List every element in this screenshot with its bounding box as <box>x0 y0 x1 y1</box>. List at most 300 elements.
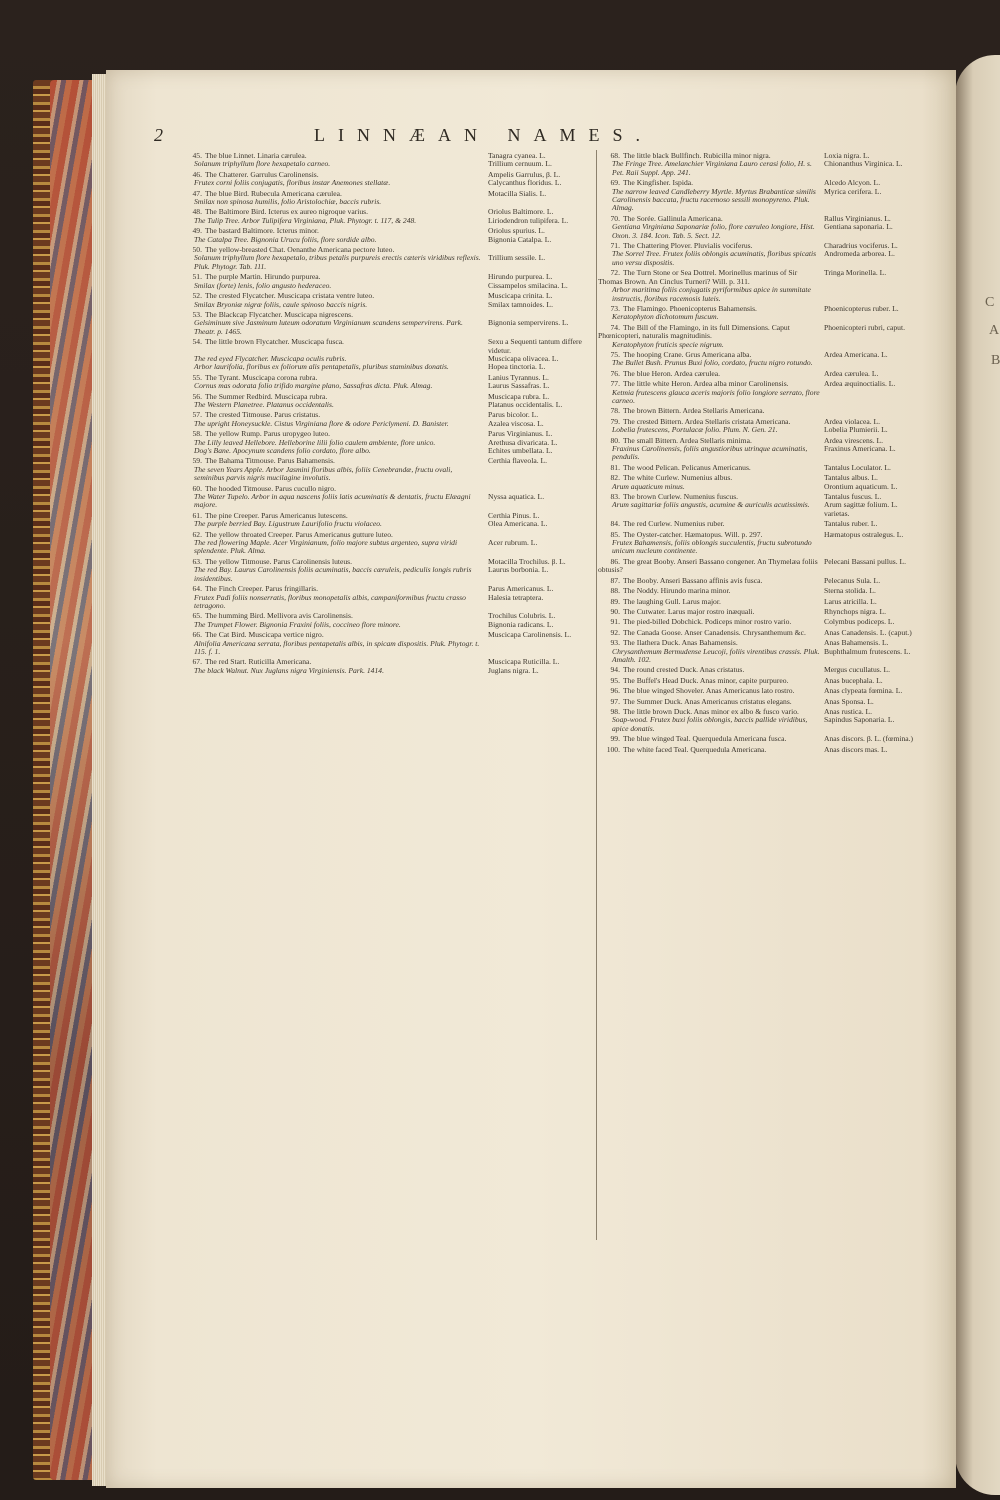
entry-sub-line <box>180 236 592 244</box>
linnaean-name: Acer rubrum. L. <box>488 538 538 548</box>
entry-main-line <box>598 735 920 743</box>
entry-number: 62. <box>192 529 202 539</box>
common-name-text: Alnifolia Americana serrata, floribus pentapetalis albis, in spicam dispositis. Pluk. Phytogr. t. 115. f. 1. <box>194 638 480 656</box>
linnaean-name: Colymbus podiceps. L. <box>824 617 895 627</box>
common-name-text: Smilax Bryoniæ nigræ foliis, caule spinoso baccis nigris. <box>194 299 368 309</box>
entry-number: 91. <box>610 617 620 627</box>
index-entry <box>598 666 920 674</box>
entry-sub-line <box>598 501 920 518</box>
common-name-text: The blue winged Shoveler. Anas Americanus lato rostro. <box>623 686 795 696</box>
linnaean-name: Parus Americanus. L. <box>488 584 554 594</box>
common-name-text: The little white Heron. Ardea alba minor Carolinensis. <box>623 379 789 389</box>
facing-page-edge <box>955 55 1000 1495</box>
entry-sub-line <box>598 250 920 267</box>
entry-number: 88. <box>610 586 620 596</box>
index-entry <box>180 338 592 372</box>
entry-main-line <box>598 464 920 472</box>
common-name-text: Gelsiminum sive Jasminum luteum odoratum Virginianum scandens sempervirens. Park. Theatr. p. 1465. <box>194 318 463 336</box>
common-name-text: The black Walnut. Nux Juglans nigra Virginiensis. Park. 1414. <box>194 665 384 675</box>
linnaean-name: Ardea violacea. L. <box>824 416 881 426</box>
entry-sub-line <box>598 359 920 367</box>
entry-number: 46. <box>192 169 202 179</box>
linnaean-name: Hirundo purpurea. L. <box>488 272 553 282</box>
entry-number: 53. <box>192 309 202 319</box>
index-entry <box>180 246 592 271</box>
common-name-text: Chrysanthemum Bermudense Leucoji, foliis virentibus crassis. Pluk. Amalth. 102. <box>612 646 820 664</box>
index-entry <box>598 618 920 626</box>
linnaean-name: Parus Virginianus. L. <box>488 429 553 439</box>
index-entry <box>598 464 920 472</box>
common-name-text: The Flamingo. Phoenicopterus Bahamensis. <box>623 303 757 313</box>
entry-number: 87. <box>610 575 620 585</box>
entry-number: 51. <box>192 272 202 282</box>
common-name-text: The purple Martin. Hirundo purpurea. <box>205 272 321 282</box>
linnaean-name: Azalea viscosa. L. <box>488 418 544 428</box>
entry-sub-line <box>598 286 920 303</box>
index-entry <box>598 608 920 616</box>
entry-sub-line <box>598 716 920 733</box>
linnaean-name: Muscicapa crinita. L. <box>488 291 553 301</box>
common-name-text: The humming Bird. Mellivora avis Carolinensis. <box>205 611 353 621</box>
linnaean-name: Bignonia Catalpa. L. <box>488 234 552 244</box>
entry-number: 63. <box>192 556 202 566</box>
index-entry <box>180 631 592 656</box>
linnaean-name: Anas Canadensis. L. (caput.) <box>824 627 912 637</box>
entry-sub-line <box>180 640 592 657</box>
common-name-text: Arum sagittariæ foliis angustis, acumine & auriculis acutissimis. <box>612 500 810 510</box>
common-name-text: The Western Planetree. Platanus occidentalis. <box>194 399 334 409</box>
common-name-text: The hooping Crane. Grus Americana alba. <box>623 349 752 359</box>
linnaean-name: Oriolus spurius. L. <box>488 226 545 236</box>
common-name-text: The red Curlew. Numenius ruber. <box>623 519 725 529</box>
index-entry <box>180 485 592 510</box>
entry-main-line <box>598 520 920 528</box>
page-title: LINNÆAN NAMES. <box>314 125 653 145</box>
entry-number: 49. <box>192 226 202 236</box>
common-name-text: Smilax non spinosa humilis, folio Aristolochiæ, baccis rubris. <box>194 197 382 207</box>
linnaean-name: Muscicapa Ruticilla. L. <box>488 657 560 667</box>
entry-number: 83. <box>610 492 620 502</box>
entry-number: 95. <box>610 675 620 685</box>
index-entry <box>598 380 920 405</box>
linnaean-name: Anas discors mas. L. <box>824 744 888 754</box>
linnaean-name: Anas rustica. L. <box>824 706 873 716</box>
index-entry <box>180 171 592 188</box>
linnaean-name: Andromeda arborea. L. <box>824 249 895 259</box>
entry-number: 65. <box>192 611 202 621</box>
page-header <box>154 125 834 149</box>
entry-sub-line <box>598 341 920 349</box>
common-name-text: Smilax (forte) lenis, folio angusto hederaceo. <box>194 280 332 290</box>
linnaean-name: Cissampelos smilacina. L. <box>488 280 568 290</box>
entry-number: 59. <box>192 456 202 466</box>
index-entry <box>180 208 592 225</box>
index-entry <box>598 735 920 743</box>
common-name-text: The red Start. Ruticilla Americana. <box>205 657 312 667</box>
linnaean-name: Gentiana saponaria. L. <box>824 222 893 232</box>
linnaean-name <box>820 389 920 406</box>
common-name-text: The Oyster-catcher. Hæmatopus. Will. p. 297. <box>623 529 763 539</box>
common-name-text: The yellow Titmouse. Parus Carolinensis luteus. <box>205 556 353 566</box>
entry-sub-line <box>180 447 592 455</box>
common-name-text: The Tyrant. Muscicapa corona rubra. <box>205 372 318 382</box>
common-name-text: The red eyed Flycatcher. Muscicapa oculis rubris. <box>194 353 347 363</box>
entry-number: 45. <box>192 151 202 160</box>
linnaean-name: Ardea cærulea. L. <box>824 368 879 378</box>
entry-sub-line <box>180 621 592 629</box>
entry-sub-line <box>180 363 592 371</box>
index-entry <box>598 746 920 754</box>
common-name-text: Frutex Padi foliis nonserratis, floribus monopetalis albis, campaniformibus fructu crasso tetragono. <box>194 592 466 610</box>
entry-number: 84. <box>610 519 620 529</box>
common-name-text: Gentiana Virginiana Saponariæ folio, flore cæruleo longiore, Hist. Oxon. 3. 184. Icon. Tab. 5. Sect. 12. <box>612 222 815 240</box>
linnaean-name: Platanus occidentalis. L. <box>488 399 563 409</box>
linnaean-name: Bignonia radicans. L. <box>488 619 554 629</box>
common-name-text: The pied-billed Dobchick. Podiceps minor rostro vario. <box>623 617 792 627</box>
common-name-text: Arbor laurifolia, floribus ex foliorum alis pentapetalis, pluribus staminibus donatis. <box>194 362 449 372</box>
index-entry <box>598 242 920 267</box>
facing-page-letter: C <box>985 295 995 310</box>
entry-number: 70. <box>610 213 620 223</box>
entry-number: 89. <box>610 596 620 606</box>
index-entry <box>598 493 920 518</box>
entry-sub-line <box>180 401 592 409</box>
entry-sub-line <box>598 389 920 406</box>
common-name-text: The wood Pelican. Pelicanus Americanus. <box>623 462 751 472</box>
entry-number: 52. <box>192 291 202 301</box>
linnaean-name: Bignonia sempervirens. L. <box>488 318 569 328</box>
linnaean-name: Arethusa divaricata. L. <box>488 437 558 447</box>
index-entry <box>598 324 920 349</box>
linnaean-name: Rallus Virginianus. L. <box>824 213 891 223</box>
facing-page-letter: A <box>989 323 1000 338</box>
entry-number: 50. <box>192 245 202 255</box>
common-name-text: The Bill of the Flamingo, in its full Dimensions. Caput Phœnicopteri, naturalis magnitudinis. <box>598 322 790 341</box>
common-name-text: Soap-wood. Frutex buxi foliis oblongis, baccis pallide viridibus, apice donatis. <box>612 715 808 733</box>
entry-main-line <box>598 677 920 685</box>
linnaean-name: Anas Sponsa. L. <box>824 696 874 706</box>
entry-main-line <box>598 698 920 706</box>
linnaean-name: Nyssa aquatica. L. <box>488 492 545 502</box>
entry-sub-line <box>598 313 920 321</box>
entry-sub-line <box>180 493 592 510</box>
entry-number: 55. <box>192 372 202 382</box>
entry-main-line <box>598 608 920 616</box>
common-name-text: Arum aquaticum minus. <box>612 481 685 491</box>
entry-number: 85. <box>610 529 620 539</box>
entry-number: 58. <box>192 429 202 439</box>
linnaean-name: Anas Bahamensis. L. <box>824 638 889 648</box>
common-name-text: The Lilly leaved Hellebore. Helleborine lilii folio caulem ambiente, flore unico. <box>194 437 436 447</box>
common-name-text: The Chattering Plover. Pluvialis vociferus. <box>623 241 753 251</box>
entry-sub-line <box>180 179 592 187</box>
index-entry <box>598 152 920 177</box>
linnaean-name: Hopea tinctoria. L. <box>488 362 546 372</box>
common-name-text: The little brown Flycatcher. Muscicapa fusca. <box>205 337 344 347</box>
entry-number: 74. <box>610 322 620 332</box>
entry-sub-line <box>598 223 920 240</box>
common-name-text: The Fringe Tree. Amelanchier Virginiana Lauro cerasi folio, H. s. Pet. Raii Suppl. App. 241. <box>612 159 812 177</box>
index-entry <box>180 374 592 391</box>
index-entry <box>598 639 920 664</box>
common-name-text: The yellow throated Creeper. Parus Americanus gutture luteo. <box>205 529 393 539</box>
entry-sub-line <box>598 445 920 462</box>
common-name-text: The blue Linnet. Linaria cærulea. <box>205 151 307 160</box>
index-entry <box>180 311 592 336</box>
linnaean-name: Tantalus Loculator. L. <box>824 462 891 472</box>
index-entry <box>598 179 920 213</box>
entry-sub-line <box>598 160 920 177</box>
index-entry <box>180 512 592 529</box>
index-entry <box>598 598 920 606</box>
linnaean-name: Pelecani Bassani pullus. L. <box>824 556 907 566</box>
entry-sub-line <box>180 254 592 271</box>
linnaean-name: Anas clypeata fœmina. L. <box>824 686 903 696</box>
linnaean-name: Ampelis Garrulus, β. L. <box>488 169 561 179</box>
entry-number: 64. <box>192 584 202 594</box>
common-name-text: Arbor maritima foliis conjugatis pyriformibus apice in summitate instructis, floribus racemosis luteis. <box>612 285 811 303</box>
index-entry <box>598 677 920 685</box>
linnaean-name: Certhia flaveola. L. <box>488 456 548 466</box>
index-entry <box>598 474 920 491</box>
index-entry <box>598 407 920 415</box>
linnaean-name: Ardea virescens. L. <box>824 435 884 445</box>
common-name-text: The small Bittern. Ardea Stellaris minima. <box>623 435 752 445</box>
common-name-text: The Sorée. Gallinula Americana. <box>623 213 723 223</box>
common-name-text: The Blackcap Flycatcher. Muscicapa nigrescens. <box>205 309 354 319</box>
linnaean-name: Sterna stolida. L. <box>824 586 876 596</box>
common-name-text: The Finch Creeper. Parus fringillaris. <box>205 584 319 594</box>
index-entry <box>180 430 592 455</box>
entry-number: 60. <box>192 483 202 493</box>
linnaean-name: Smilax tamnoides. L. <box>488 299 553 309</box>
common-name-text: The narrow leaved Candleberry Myrtle. Myrtus Brabanticæ similis Carolinensis baccata, fructu racemoso sessili monopyreno. Pluk. Almag. <box>612 186 816 213</box>
common-name-text: The crested Titmouse. Parus cristatus. <box>205 410 321 420</box>
index-entry <box>598 577 920 585</box>
entry-sub-line <box>180 667 592 675</box>
entry-number: 99. <box>610 734 620 744</box>
common-name-text: The blue winged Teal. Querquedula Americana fusca. <box>623 734 787 744</box>
entry-main-line <box>598 629 920 637</box>
common-name-text: The seven Years Apple. Arbor Jasmini floribus albis, foliis Cenebrandæ, fructu ovali, seminibus parvis nigris mucilagine involutis. <box>194 464 453 483</box>
entry-number: 100. <box>606 744 620 754</box>
common-name-text: The Sorrel Tree. Frutex foliis oblongis acuminatis, floribus spicatis uno versu dispositis. <box>612 249 817 267</box>
linnaean-name <box>484 466 592 483</box>
linnaean-name: Tanagra cyanea. L. <box>488 151 546 160</box>
entry-main-line <box>598 746 920 754</box>
linnaean-name: Pelecanus Sula. L. <box>824 575 881 585</box>
index-entry <box>180 227 592 244</box>
column-divider <box>596 150 597 1240</box>
entry-number: 56. <box>192 391 202 401</box>
common-name-text: The red Bay. Laurus Carolinensis foliis acuminatis, baccis cæruleis, pediculis longis rubris insidentibus. <box>194 565 472 583</box>
common-name-text: The Chatterer. Garrulus Carolinensis. <box>205 169 319 179</box>
common-name-text: The Booby. Anseri Bassano affinis avis fusca. <box>623 575 763 585</box>
linnaean-name: Arum sagittæ folium. L. varietas. <box>824 500 898 518</box>
entry-main-line <box>598 666 920 674</box>
linnaean-name: Certhia Pinus. L. <box>488 510 540 520</box>
entry-sub-line <box>180 382 592 390</box>
linnaean-name: Lanius Tyrannus. L. <box>488 372 549 382</box>
index-entry <box>598 687 920 695</box>
index-entry <box>598 269 920 303</box>
linnaean-name <box>820 313 920 321</box>
common-name-text: Frutex corni foliis conjugatis, floribus instar Anemones stellatæ. <box>194 178 391 188</box>
entry-number: 78. <box>610 406 620 416</box>
common-name-text: The round crested Duck. Anas cristatus. <box>623 665 745 675</box>
index-entry <box>180 531 592 556</box>
index-entry <box>180 612 592 629</box>
common-name-text: The brown Bittern. Ardea Stellaris Americana. <box>623 406 765 416</box>
entry-number: 72. <box>610 268 620 278</box>
linnaean-name: Myrica cerifera. L. <box>824 186 882 196</box>
common-name-text: The crested Flycatcher. Muscicapa cristata ventre luteo. <box>205 291 375 301</box>
entry-sub-line <box>180 566 592 583</box>
common-name-text: Keratophyton fruticis specie nigrum. <box>612 339 724 349</box>
linnaean-name: Muscicapa rubra. L. <box>488 391 550 401</box>
common-name-text: The Cutwater. Larus major rostro inæquali. <box>623 606 755 616</box>
linnaean-name: Ardea æquinoctialis. L. <box>824 379 896 389</box>
linnaean-name: Chionanthus Virginica. L. <box>824 159 903 169</box>
index-entry <box>598 698 920 706</box>
common-name-text: The Cat Bird. Muscicapa vertice nigro. <box>205 630 324 640</box>
entry-sub-line <box>598 539 920 556</box>
common-name-text: The Tulip Tree. Arbor Tulipifera Virginiana, Pluk. Phytogr. t. 117, & 248. <box>194 215 417 225</box>
entry-main-line <box>598 577 920 585</box>
index-entry <box>598 370 920 378</box>
common-name-text: Solanum triphyllum flore hexapetalo, tribus petalis purpureis erectis cæteris viridibus reflexis. Pluk. Phytogr. Tab. 111. <box>194 253 481 271</box>
common-name-text: The great Booby. Anseri Bassano congener. An Thymelæa foliis obtusis? <box>598 556 818 575</box>
index-entry <box>180 411 592 428</box>
index-entry <box>598 437 920 462</box>
linnaean-name: Anas bucephala. L. <box>824 675 883 685</box>
index-entry <box>180 190 592 207</box>
entry-number: 90. <box>610 606 620 616</box>
entry-number: 93. <box>610 638 620 648</box>
linnaean-name: Laurus Sassafras. L. <box>488 381 550 391</box>
common-name-text: The blue Heron. Ardea cærulea. <box>623 368 720 378</box>
linnaean-name: Laurus borbonia. L. <box>488 565 549 575</box>
index-entry <box>180 393 592 410</box>
common-name-text: The red flowering Maple. Acer Virginianum, folio majore subtus argenteo, supra viridi splendente. Pluk. Alma. <box>194 538 458 556</box>
index-entry <box>180 457 592 482</box>
entry-main-line <box>598 687 920 695</box>
index-entry <box>598 351 920 368</box>
entry-number: 57. <box>192 410 202 420</box>
linnaean-name: Tringa Morinella. L. <box>824 268 887 278</box>
entry-sub-line <box>180 301 592 309</box>
common-name-text: The Baltimore Bird. Icterus ex aureo nigroque varius. <box>205 207 369 217</box>
common-name-text: The pine Creeper. Parus Americanus lutescens. <box>205 510 348 520</box>
entry-number: 66. <box>192 630 202 640</box>
linnaean-name: Larus atricilla. L. <box>824 596 877 606</box>
common-name-text: The Noddy. Hirundo marina minor. <box>623 586 731 596</box>
entry-main-line <box>598 370 920 378</box>
entry-number: 69. <box>610 178 620 188</box>
linnaean-name <box>820 341 920 349</box>
linnaean-name: Mergus cucullatus. L. <box>824 665 891 675</box>
entry-sub-line <box>598 426 920 434</box>
linnaean-name: Loxia nigra. L. <box>824 151 870 160</box>
linnaean-name: Calycanthus floridus. L. <box>488 178 562 188</box>
entry-number: 92. <box>610 627 620 637</box>
entry-main-line <box>598 558 920 575</box>
entry-number: 86. <box>610 556 620 566</box>
common-name-text: The little black Bullfinch. Rubicilla minor nigra. <box>623 151 771 160</box>
linnaean-name: Fraxinus Americana. L. <box>824 444 896 453</box>
common-name-text: The Bahama Titmouse. Parus Bahamensis. <box>205 456 335 466</box>
common-name-text: The Catalpa Tree. Bignonia Urucu foliis, flore sordide albo. <box>194 234 377 244</box>
entry-number: 98. <box>610 706 620 716</box>
common-name-text: Ketmia frutescens glauca aceris majoris folio longiore serrato, flore carneo. <box>612 387 820 405</box>
right-column <box>598 152 920 756</box>
common-name-text: The upright Honeysuckle. Cistus Virginiana flore & odore Periclymeni. D. Banister. <box>194 418 449 428</box>
common-name-text: Cornus mas odorata folio trifido margine plano, Sassafras dicta. Pluk. Almag. <box>194 381 433 391</box>
index-entry <box>598 215 920 240</box>
common-name-text: The yellow-breasted Chat. Oenanthe Americana pectore luteo. <box>205 245 395 255</box>
common-name-text: The Bullet Bush. Prunus Buxi folio, cordato, fructu nigro rotundo. <box>612 358 813 368</box>
linnaean-name: Orontium aquaticum. L. <box>824 481 898 491</box>
common-name-text: The bastard Baltimore. Icterus minor. <box>205 226 319 236</box>
index-entry <box>598 629 920 637</box>
linnaean-name <box>484 198 592 206</box>
entry-sub-line <box>180 217 592 225</box>
common-name-text: The Canada Goose. Anser Canadensis. Chrysanthemum &c. <box>623 627 806 637</box>
page-number: 2 <box>154 125 163 145</box>
left-column <box>180 152 592 677</box>
index-entry <box>180 585 592 610</box>
common-name-text: The Summer Redbird. Muscicapa rubra. <box>205 391 328 401</box>
common-name-text: The Trumpet Flower. Bignonia Fraxini foliis, coccineo flore minore. <box>194 619 401 629</box>
entry-sub-line <box>180 319 592 336</box>
entry-number: 80. <box>610 435 620 445</box>
common-name-text: The yellow Rump. Parus uropygeo luteo. <box>205 429 331 439</box>
entry-sub-line <box>598 483 920 491</box>
linnaean-name: Liriodendron tulipifera. L. <box>488 215 569 225</box>
entry-main-line <box>598 587 920 595</box>
entry-number: 47. <box>192 188 202 198</box>
facing-page-letter: B <box>991 353 1000 368</box>
linnaean-name: Trochilus Colubris. L. <box>488 611 556 621</box>
linnaean-name: Tantalus ruber. L. <box>824 519 878 529</box>
common-name-text: The hooded Titmouse. Parus cucullo nigro. <box>205 483 336 493</box>
entry-main-line <box>598 324 920 341</box>
entry-main-line <box>180 338 592 355</box>
common-name-text: The little brown Duck. Anas minor ex albo & fusco vario. <box>623 706 799 716</box>
entry-main-line <box>598 618 920 626</box>
common-name-text: The Water Tupelo. Arbor in aqua nascens foliis latis acuminatis & dentatis, fructu Elæagni majore. <box>194 492 471 510</box>
common-name-text: Lobelia frutescens, Portulacæ folio. Plum. N. Gen. 21. <box>612 425 778 435</box>
index-entry <box>180 273 592 290</box>
linnaean-name: Parus bicolor. L. <box>488 410 539 420</box>
linnaean-name: Tantalus fuscus. L. <box>824 492 882 502</box>
linnaean-name <box>820 407 920 415</box>
common-name-text: Solanum triphyllum flore hexapetalo carneo. <box>194 159 331 169</box>
index-entry <box>598 708 920 733</box>
index-entry <box>598 520 920 528</box>
index-entry <box>598 531 920 556</box>
linnaean-name: Rhynchops nigra. L. <box>824 606 887 616</box>
entry-sub-line <box>598 188 920 213</box>
linnaean-name: Halesia tetraptera. <box>488 592 544 602</box>
linnaean-name: Phoenicopteri rubri, caput. <box>824 322 905 332</box>
entry-sub-line <box>180 594 592 611</box>
entry-number: 77. <box>610 379 620 389</box>
entry-number: 94. <box>610 665 620 675</box>
common-name-text: The Summer Duck. Anas Americanus cristatus elegans. <box>623 696 792 706</box>
entry-number: 54. <box>192 337 202 347</box>
marbled-page-edge <box>50 80 96 1480</box>
